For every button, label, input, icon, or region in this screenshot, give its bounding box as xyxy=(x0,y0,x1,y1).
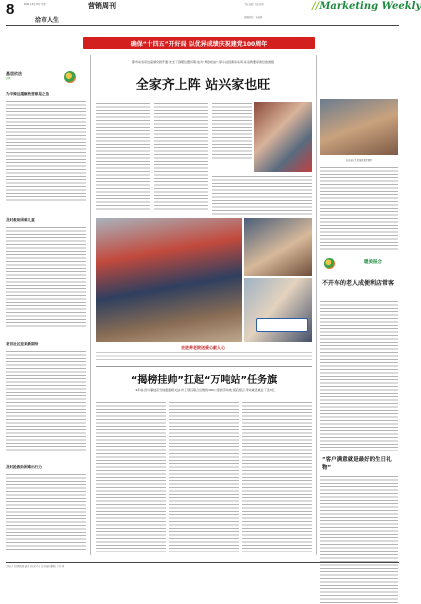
section-sub: 洽市人生 xyxy=(35,17,60,24)
left-column xyxy=(6,55,88,555)
right-logo-label: 暖美报合 xyxy=(364,260,382,265)
left-article-2-body xyxy=(6,227,86,327)
left-article-2-title: 及时救助困难儿童 xyxy=(6,218,35,222)
right-photo xyxy=(320,99,398,155)
right-article-2-title: “客户满意就是最好的生日礼物” xyxy=(322,457,392,471)
right-article-1-title: 不开车的老人成便利店常客 xyxy=(322,280,395,287)
page-number: 8 xyxy=(6,1,15,18)
left-article-4-body xyxy=(6,474,86,552)
left-article-3-title: 老旧社区迎来新期待 xyxy=(6,342,39,346)
header-meta-1: 主编 编辑 美编 校对 xyxy=(244,3,264,6)
right-article-1-body xyxy=(320,301,398,451)
lower-headline: “揭榜挂帅”扛起“万吨站”任务旗 xyxy=(130,375,278,386)
brand-logo xyxy=(312,1,421,12)
header-meta-2: 新闻热线 广告热线 xyxy=(244,16,263,19)
left-article-4-title: 及时抢救助困难出行力 xyxy=(6,465,42,469)
lower-subhead: 4年前,四川攀枝花当地面面相关站,市工项目联合运维的180公里的劳动地 组后组合,带动就近就业了近4亿 xyxy=(135,388,275,392)
header-rule xyxy=(6,25,399,26)
banner-text: 确保“十四五”开好局 以优异成绩庆祝建党100周年 xyxy=(130,40,268,48)
brand-name: Marketing Weekly xyxy=(319,1,421,12)
photo-collage xyxy=(96,218,312,342)
photo-side-bottom xyxy=(244,278,312,342)
photo-caption: 走进养老院送爱心献人心 xyxy=(181,345,225,350)
brand-slash: // xyxy=(312,1,320,12)
photo-caption-body xyxy=(96,352,312,362)
left-logo-label: 基层依法 xyxy=(6,71,22,76)
right-leaf-icon xyxy=(324,258,335,269)
lead-headline: 全家齐上阵 站兴家也旺 xyxy=(135,78,271,93)
right-column xyxy=(320,55,400,555)
lower-body-col-3 xyxy=(242,402,312,552)
lower-body-col-2 xyxy=(169,402,239,552)
lead-body-col-4 xyxy=(212,176,312,216)
right-photo-caption: 你站落仪头报服居发挥要吗 xyxy=(345,159,373,162)
right-logo xyxy=(324,258,398,272)
section-tag: 营销周刊 xyxy=(88,2,116,10)
lead-body-col-1 xyxy=(96,103,150,211)
lead-body-col-3 xyxy=(212,103,252,161)
footer-text: 美编:卢 | 值班编辑:邱天 | 校对:李 | 文字编辑:姜晓 | 主任:朱 xyxy=(6,565,65,568)
footer-rule xyxy=(6,562,399,563)
date-line: 2021年3月17日 星期三 xyxy=(24,3,48,6)
photo-main xyxy=(96,218,242,342)
right-article-2-body xyxy=(320,476,398,604)
left-article-1-body xyxy=(6,101,86,201)
right-divider xyxy=(316,55,317,555)
lower-body-col-1 xyxy=(96,402,166,552)
left-divider xyxy=(90,55,91,555)
left-article-1-title: 为辛辣这越解放营都是之急 xyxy=(6,92,50,96)
photo-badge xyxy=(256,318,308,332)
left-logo xyxy=(6,71,84,87)
headline-banner xyxy=(83,37,315,49)
lead-kicker: 都市动双亮边高港众顾开通,先去了到理位置历期,成为“局肋的站”,停小站因素系系风,东亲教要是建位敌道组 xyxy=(132,60,274,64)
left-article-3-body xyxy=(6,351,86,451)
left-logo-sub: 治理 xyxy=(6,77,11,80)
lead-body-col-2 xyxy=(154,103,208,211)
right-body-1 xyxy=(320,167,398,251)
lead-photo-top xyxy=(254,102,312,172)
lower-rule xyxy=(96,366,312,367)
page-header xyxy=(0,0,421,27)
leaf-icon xyxy=(64,71,76,83)
photo-side-top xyxy=(244,218,312,276)
